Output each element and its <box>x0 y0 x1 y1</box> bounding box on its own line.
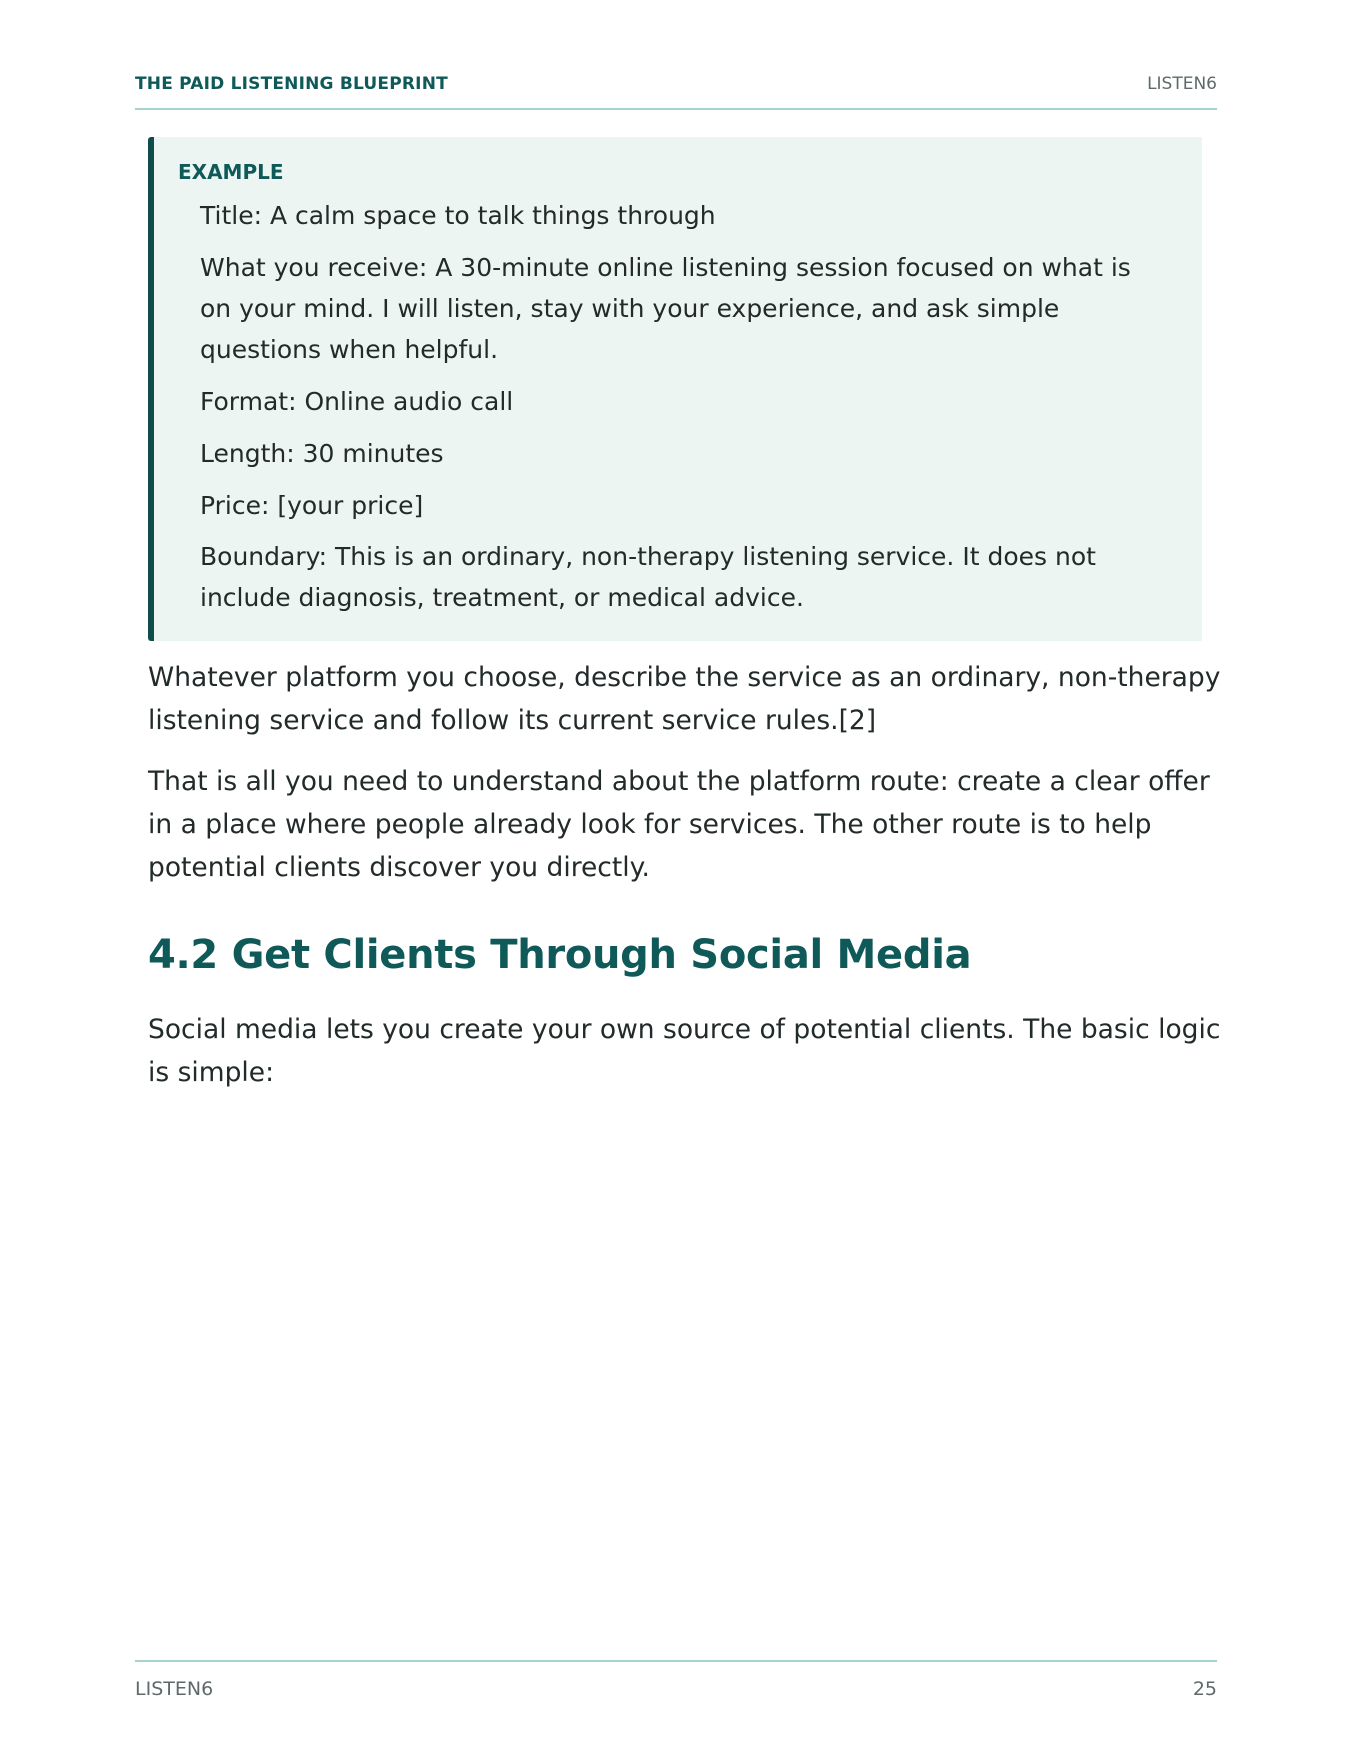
footer-code: LISTEN6 <box>135 1678 214 1700</box>
platform-paragraph: Whatever platform you choose, describe the service as an ordinary, non-therapy listening service and follow its current service rules.[2] <box>148 662 1221 736</box>
section-heading: 4.2 Get Clients Through Social Media <box>148 932 972 978</box>
running-footer <box>135 1660 1217 1700</box>
book-title: THE PAID LISTENING BLUEPRINT <box>135 74 448 94</box>
running-header <box>135 66 1217 110</box>
example-length-line: Length: 30 minutes <box>200 439 444 468</box>
example-callout <box>148 137 1202 641</box>
example-boundary-line: Boundary: This is an ordinary, non-therapy listening service. It does not include diagnosis, treatment, or medical advice. <box>200 542 1096 612</box>
social-media-paragraph: Social media lets you create your own source of potential clients. The basic logic is simple: <box>148 1014 1221 1088</box>
example-format-line: Format: Online audio call <box>200 387 514 416</box>
page-number: 25 <box>1192 1678 1217 1700</box>
header-code: LISTEN6 <box>1147 74 1217 94</box>
example-price-line: Price: [your price] <box>200 491 424 520</box>
example-title-line: Title: A calm space to talk things through <box>200 201 716 230</box>
platform-route-paragraph: That is all you need to understand about the platform route: create a clear offer in a place where people already look for services. The other route is to help potential clients discover you directly. <box>148 766 1210 883</box>
example-receive-line: What you receive: A 30-minute online listening session focused on what is on your mind. I will listen, stay with your experience, and ask simple questions when helpful. <box>200 253 1131 364</box>
example-label: EXAMPLE <box>178 160 284 184</box>
